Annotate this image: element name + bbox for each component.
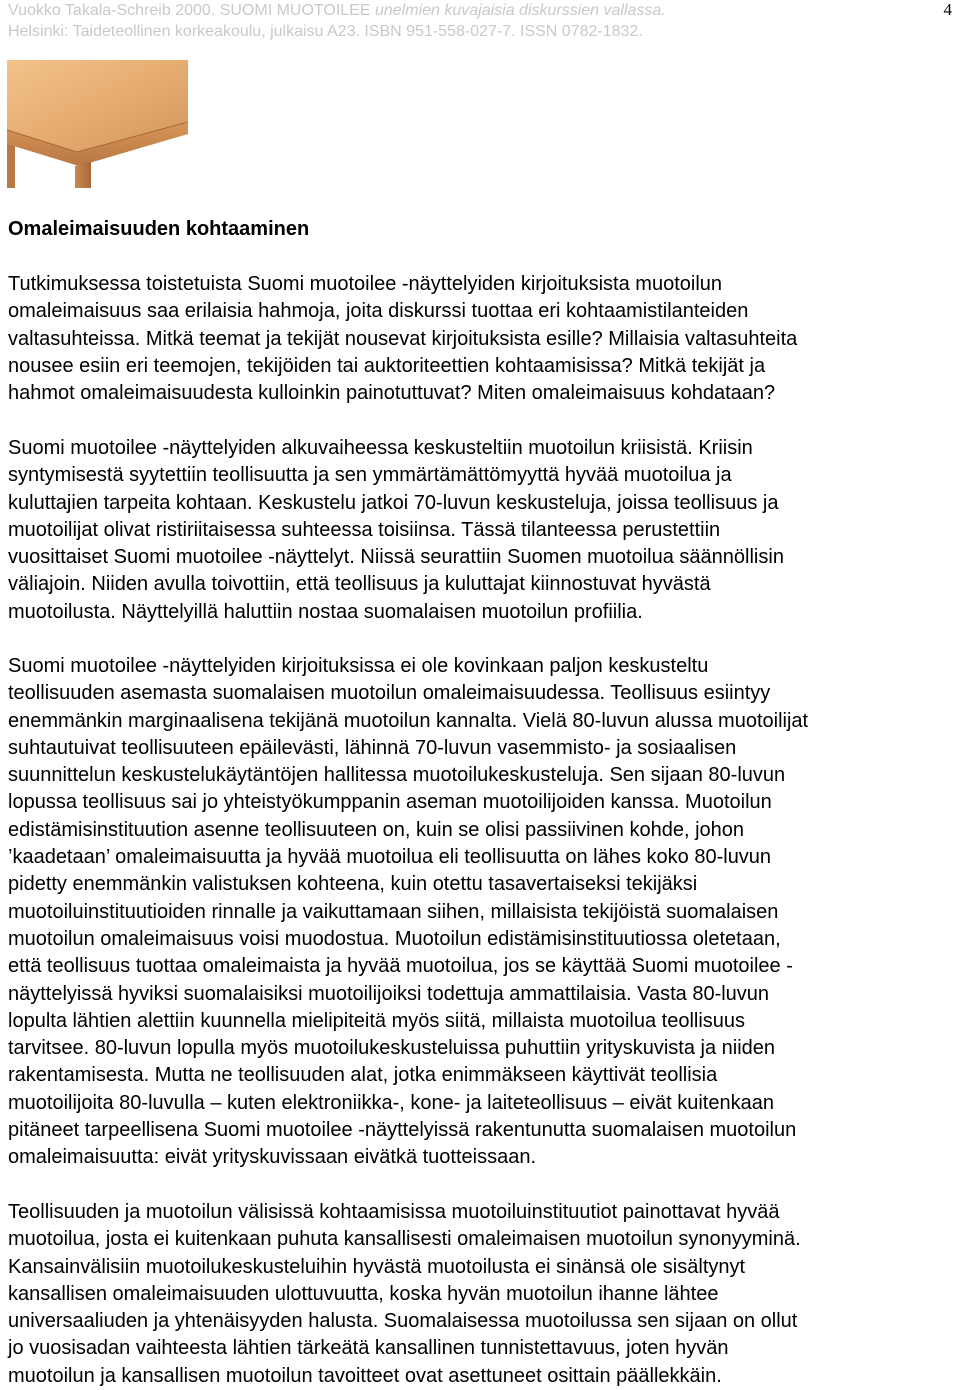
running-header-citation: Vuokko Takala-Schreib 2000. SUOMI MUOTOILEE xyxy=(8,2,375,19)
running-header-line-2: Helsinki: Taideteollinen korkeakoulu, julkaisu A23. ISBN 951-558-027-7. ISSN 0782-1832. xyxy=(8,23,643,40)
body-paragraph-2: Suomi muotoilee -näyttelyiden alkuvaiheessa keskusteltiin muotoilun kriisistä. Kriisin syntymisestä syytettiin teollisuutta ja sen ymmärtämättömyyttä hyvää muotoilua ja kuluttajien tarpeita kohtaan. Keskustelu jatkoi 70-luvun keskusteluja, joissa teollisuus ja muotoilijat olivat ristiriitaisessa suhteessa toisiinsa. Tässä tilanteessa perustettiin vuosittaiset Suomi muotoilee -näyttelyt. Niissä seurattiin Suomen muotoilua säännöllisin väliajoin. Niiden avulla toivottiin, että teollisuus ja kuluttajat kiinnostuvat hyvästä muotoilusta. Näyttelyillä haluttiin nostaa suomalaisen muotoilun profiilia. xyxy=(8,437,784,623)
page-number: 4 xyxy=(943,0,952,19)
running-header-line-1 xyxy=(8,0,666,21)
table-illustration xyxy=(7,60,188,188)
running-header-book-subtitle: unelmien kuvajaisia diskurssien vallassa. xyxy=(374,2,666,19)
body-paragraph-1: Tutkimuksessa toistetuista Suomi muotoilee -näyttelyiden kirjoituksista muotoilun omaleimaisuus saa erilaisia hahmoja, joita diskurssi tuottaa eri kohtaamistilanteiden valtasuhteissa. Mitkä teemat ja tekijät nousevat kirjoituksista esille? Millaisia valtasuhteita nousee esiin eri teemojen, tekijöiden tai auktoriteettien kohtaamisissa? Mitkä tekijät ja hahmot omaleimaisuudesta kulloinkin painotuttuvat? Miten omaleimaisuus kohdataan? xyxy=(8,273,798,405)
wooden-table-corner-image xyxy=(7,60,188,188)
running-header xyxy=(8,0,666,42)
section-heading: Omaleimaisuuden kohtaaminen xyxy=(8,218,310,240)
body-paragraph-4: Teollisuuden ja muotoilun välisissä kohtaamisissa muotoiluinstituutiot painottavat hyvää muotoilua, josta ei kuitenkaan puhuta kansallisesti omaleimaisen muotoilun synonyyminä. Kansainvälisiin muotoilukeskusteluihin hyvästä muotoilusta ei sinänsä ole sisältynyt kansallisen omaleimaisuuden ulottuvuutta, koska hyvän muotoilun ihanne lähtee universaaliuden ja yhtenäisyyden halusta. Suomalaisessa muotoilussa sen sijaan on ollut jo vuosisadan vaihteesta lähtien tärkeätä kansallinen tunnistettavuus, joten hyvän muotoilun ja kansallisen muotoilun tavoitteet ovat asettuneet osittain päällekkäin. xyxy=(8,1201,801,1387)
body-paragraph-3: Suomi muotoilee -näyttelyiden kirjoituksissa ei ole kovinkaan paljon keskusteltu teollisuuden asemasta suomalaisen muotoilun omaleimaisuudessa. Teollisuus esiintyy enemmänkin marginaalisena tekijänä muotoilun kannalta. Vielä 80-luvun alussa muotoilijat suhtautuivat teollisuuteen epäilevästi, lähinnä 70-luvun vasemmisto- ja sosiaalisen suunnittelun keskustelukäytäntöjen hallitessa muotoilukeskusteluja. Sen sijaan 80-luvun lopussa teollisuus sai jo yhteistyökumppanin aseman muotoilijoiden kanssa. Muotoilun edistämisinstituution asenne teollisuuteen on, kuin se olisi passiivinen kohde, johon ’kaadetaan’ omaleimaisuutta ja hyvää muotoilua eli teollisuutta on lähes koko 80-luvun pidetty enemmänkin valistuksen kohteena, kuin otettu tasavertaiseksi tekijäksi muotoiluinstituutioiden rinnalle ja vaikuttamaan siihen, millaisista tekijöistä suomalaisen muotoilun omaleimaisuus voisi muodostua. Muotoilun edistämisinstituutiossa oletetaan, että teollisuus tuottaa omaleimaista ja hyvää muotoilua, jos se käyttää Suomi muotoilee - näyttelyissä hyviksi suomalaisiksi muotoilijoiksi todettuja ammattilaisia. Vasta 80-luvun lopulta lähtien alettiin kuunnella mielipiteitä myös siitä, millaista muotoilua teollisuus tarvitsee. 80-luvun lopulla myös muotoilukeskusteluissa puhuttiin yrityskuvista ja niiden rakentamisesta. Mutta ne teollisuuden alat, jotka enimmäkseen käyttivät teollisia muotoilijoita 80-luvulla – kuten elektroniikka-, kone- ja laiteteollisuus – eivät kuitenkaan pitäneet tarpeellisena Suomi muotoilee -näyttelyissä rakentunutta suomalaisen muotoilun omaleimaisuutta: eivät yrityskuvissaan eivätkä tuotteissaan. xyxy=(8,655,809,1169)
